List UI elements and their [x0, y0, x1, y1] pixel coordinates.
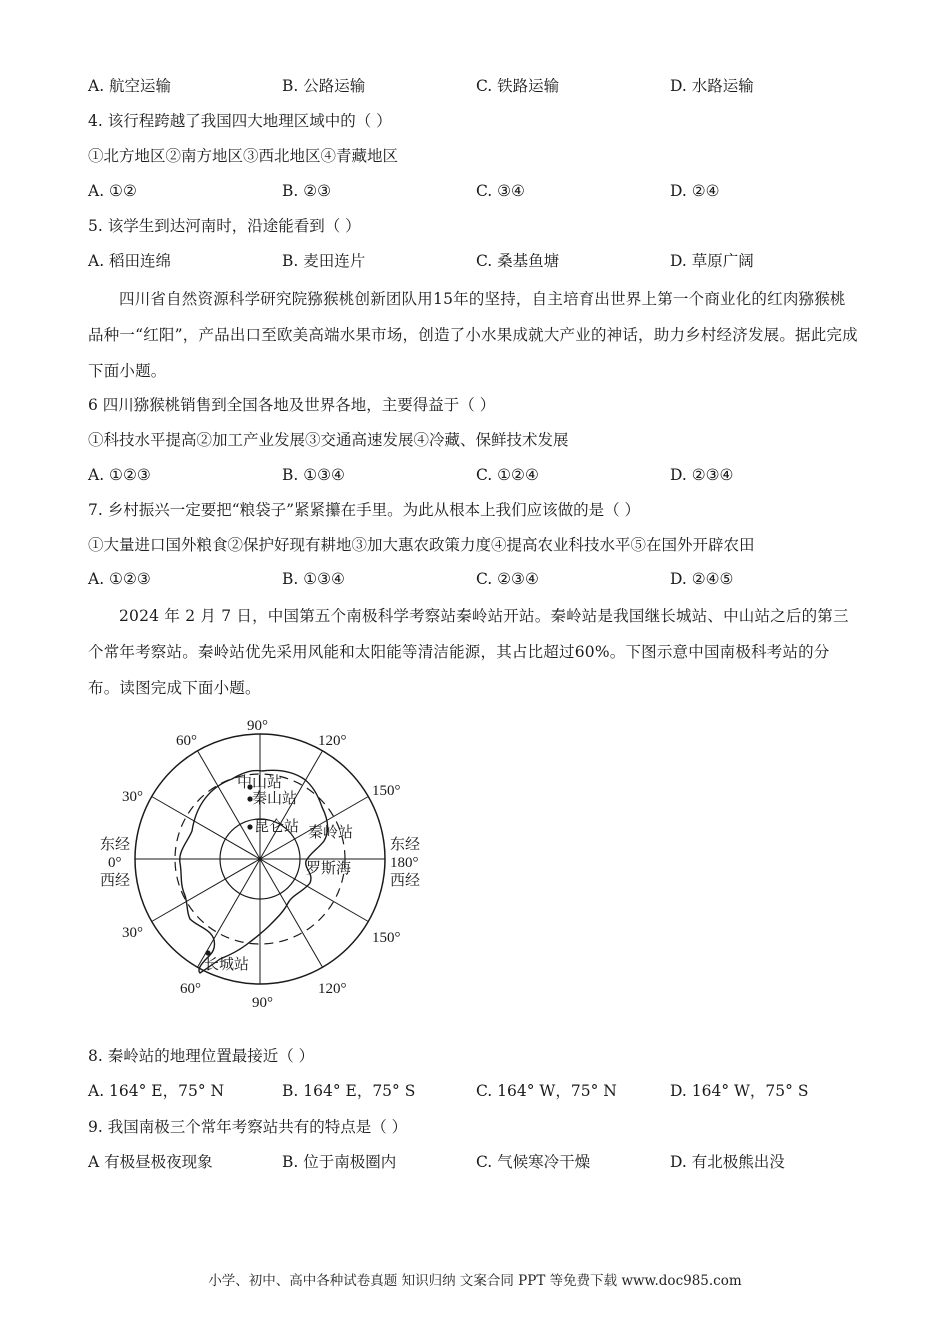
svg-text:120°: 120° — [318, 981, 347, 997]
zhongshan-label: 中山站 — [237, 775, 283, 791]
changcheng-dot — [205, 950, 210, 955]
option-b: B. ①③④ — [282, 466, 345, 484]
svg-text:30°: 30° — [122, 789, 143, 805]
option-b: B. ②③ — [282, 182, 332, 200]
option-c: C. 桑基鱼塘 — [476, 252, 560, 270]
option-a: A 有极昼极夜现象 — [88, 1153, 213, 1171]
option-c: C. 铁路运输 — [476, 77, 560, 95]
option-d: D. 草原广阔 — [670, 252, 754, 270]
option-b: B. ①③④ — [282, 570, 345, 588]
q9-stem: 9. 我国南极三个常年考察站共有的特点是（ ） — [88, 1118, 408, 1136]
option-a: A. 稻田连绵 — [88, 252, 172, 270]
svg-text:西经: 西经 — [100, 873, 131, 889]
option-a: A. ①②③ — [88, 466, 151, 484]
passage-qinling-station: 2024 年 2 月 7 日，中国第五个南极科学考察站秦岭站开站。秦岭站是我国继长城站、中山站之后的第三个常年考察站。秦岭站优先采用风能和太阳能等清洁能源，其占比超过60%。下图示意中国南极科考站的分布。读图完成下面小题。 — [88, 607, 849, 697]
ross-sea-label: 罗斯海 — [306, 861, 352, 877]
option-d: D. 有北极熊出没 — [670, 1153, 785, 1171]
page-footer: 小学、初中、高中各种试卷真题 知识归纳 文案合同 PPT 等免费下载 www.doc985.com — [208, 1273, 742, 1289]
option-a: A. ①② — [88, 182, 137, 200]
antarctic-station-map — [92, 713, 422, 1013]
option-d: D. ②④ — [670, 182, 720, 200]
q4-options — [88, 181, 868, 201]
svg-text:90°: 90° — [247, 718, 268, 734]
q4-items: ①北方地区②南方地区③西北地区④青藏地区 — [88, 147, 399, 165]
q6-options — [88, 465, 868, 485]
q4-stem: 4. 该行程跨越了我国四大地理区域中的（ ） — [88, 112, 392, 130]
option-b: B. 位于南极圈内 — [282, 1153, 397, 1171]
svg-text:60°: 60° — [180, 981, 201, 997]
svg-text:180°: 180° — [390, 855, 419, 871]
taishan-label: 秦山站 — [252, 791, 298, 807]
svg-text:东经: 东经 — [100, 837, 131, 853]
option-d: D. ②③④ — [670, 466, 734, 484]
qinling-label: 秦岭站 — [308, 825, 354, 841]
svg-text:0°: 0° — [108, 855, 122, 871]
q5-stem: 5. 该学生到达河南时，沿途能看到（ ） — [88, 217, 361, 235]
option-b: B. 公路运输 — [282, 77, 366, 95]
meridian-lines — [135, 734, 385, 984]
svg-text:60°: 60° — [176, 733, 197, 749]
kunlun-dot — [247, 824, 252, 829]
option-c: C. ①②④ — [476, 466, 539, 484]
option-c: C. ③④ — [476, 182, 525, 200]
q7-stem: 7. 乡村振兴一定要把“粮袋子”紧紧攥在手里。为此从根本上我们应该做的是（ ） — [88, 501, 640, 519]
q5-options — [88, 251, 868, 271]
degree-labels — [122, 718, 401, 1011]
option-b: B. 麦田连片 — [282, 252, 366, 270]
option-a: A. 164° E，75° N — [88, 1082, 225, 1100]
q8-stem: 8. 秦岭站的地理位置最接近（ ） — [88, 1047, 315, 1065]
q7-options — [88, 569, 868, 589]
svg-text:150°: 150° — [372, 783, 401, 799]
svg-text:150°: 150° — [372, 930, 401, 946]
option-c: C. 气候寒冷干燥 — [476, 1153, 591, 1171]
svg-text:东经: 东经 — [390, 837, 421, 853]
option-d: D. ②④⑤ — [670, 570, 734, 588]
q8-options — [88, 1081, 868, 1101]
q3-options — [88, 76, 868, 96]
svg-text:90°: 90° — [252, 995, 273, 1011]
changcheng-label: 长城站 — [204, 957, 250, 973]
svg-text:30°: 30° — [122, 925, 143, 941]
station-labels — [204, 774, 353, 973]
svg-text:120°: 120° — [318, 733, 347, 749]
option-a: A. ①②③ — [88, 570, 151, 588]
option-c: C. 164° W，75° N — [476, 1082, 617, 1100]
option-b: B. 164° E，75° S — [282, 1082, 416, 1100]
q6-items: ①科技水平提高②加工产业发展③交通高速发展④冷藏、保鲜技术发展 — [88, 431, 569, 449]
q7-items: ①大量进口国外粮食②保护好现有耕地③加大惠农政策力度④提高农业科技水平⑤在国外开辟农田 — [88, 536, 755, 554]
option-d: D. 水路运输 — [670, 77, 754, 95]
passage-kiwifruit: 四川省自然资源科学研究院猕猴桃创新团队用15年的坚持，自主培育出世界上第一个商业化的红肉猕猴桃品种一“红阳”，产品出口至欧美高端水果市场，创造了小水果成就大产业的神话，助力乡村经济发展。据此完成下面小题。 — [88, 290, 858, 380]
option-a: A. 航空运输 — [88, 77, 172, 95]
option-c: C. ②③④ — [476, 570, 539, 588]
q9-options — [88, 1152, 868, 1172]
svg-text:西经: 西经 — [390, 873, 421, 889]
option-d: D. 164° W，75° S — [670, 1082, 809, 1100]
q6-stem: 6 四川猕猴桃销售到全国各地及世界各地，主要得益于（ ） — [88, 396, 496, 414]
kunlun-label: 昆仑站 — [254, 819, 300, 835]
